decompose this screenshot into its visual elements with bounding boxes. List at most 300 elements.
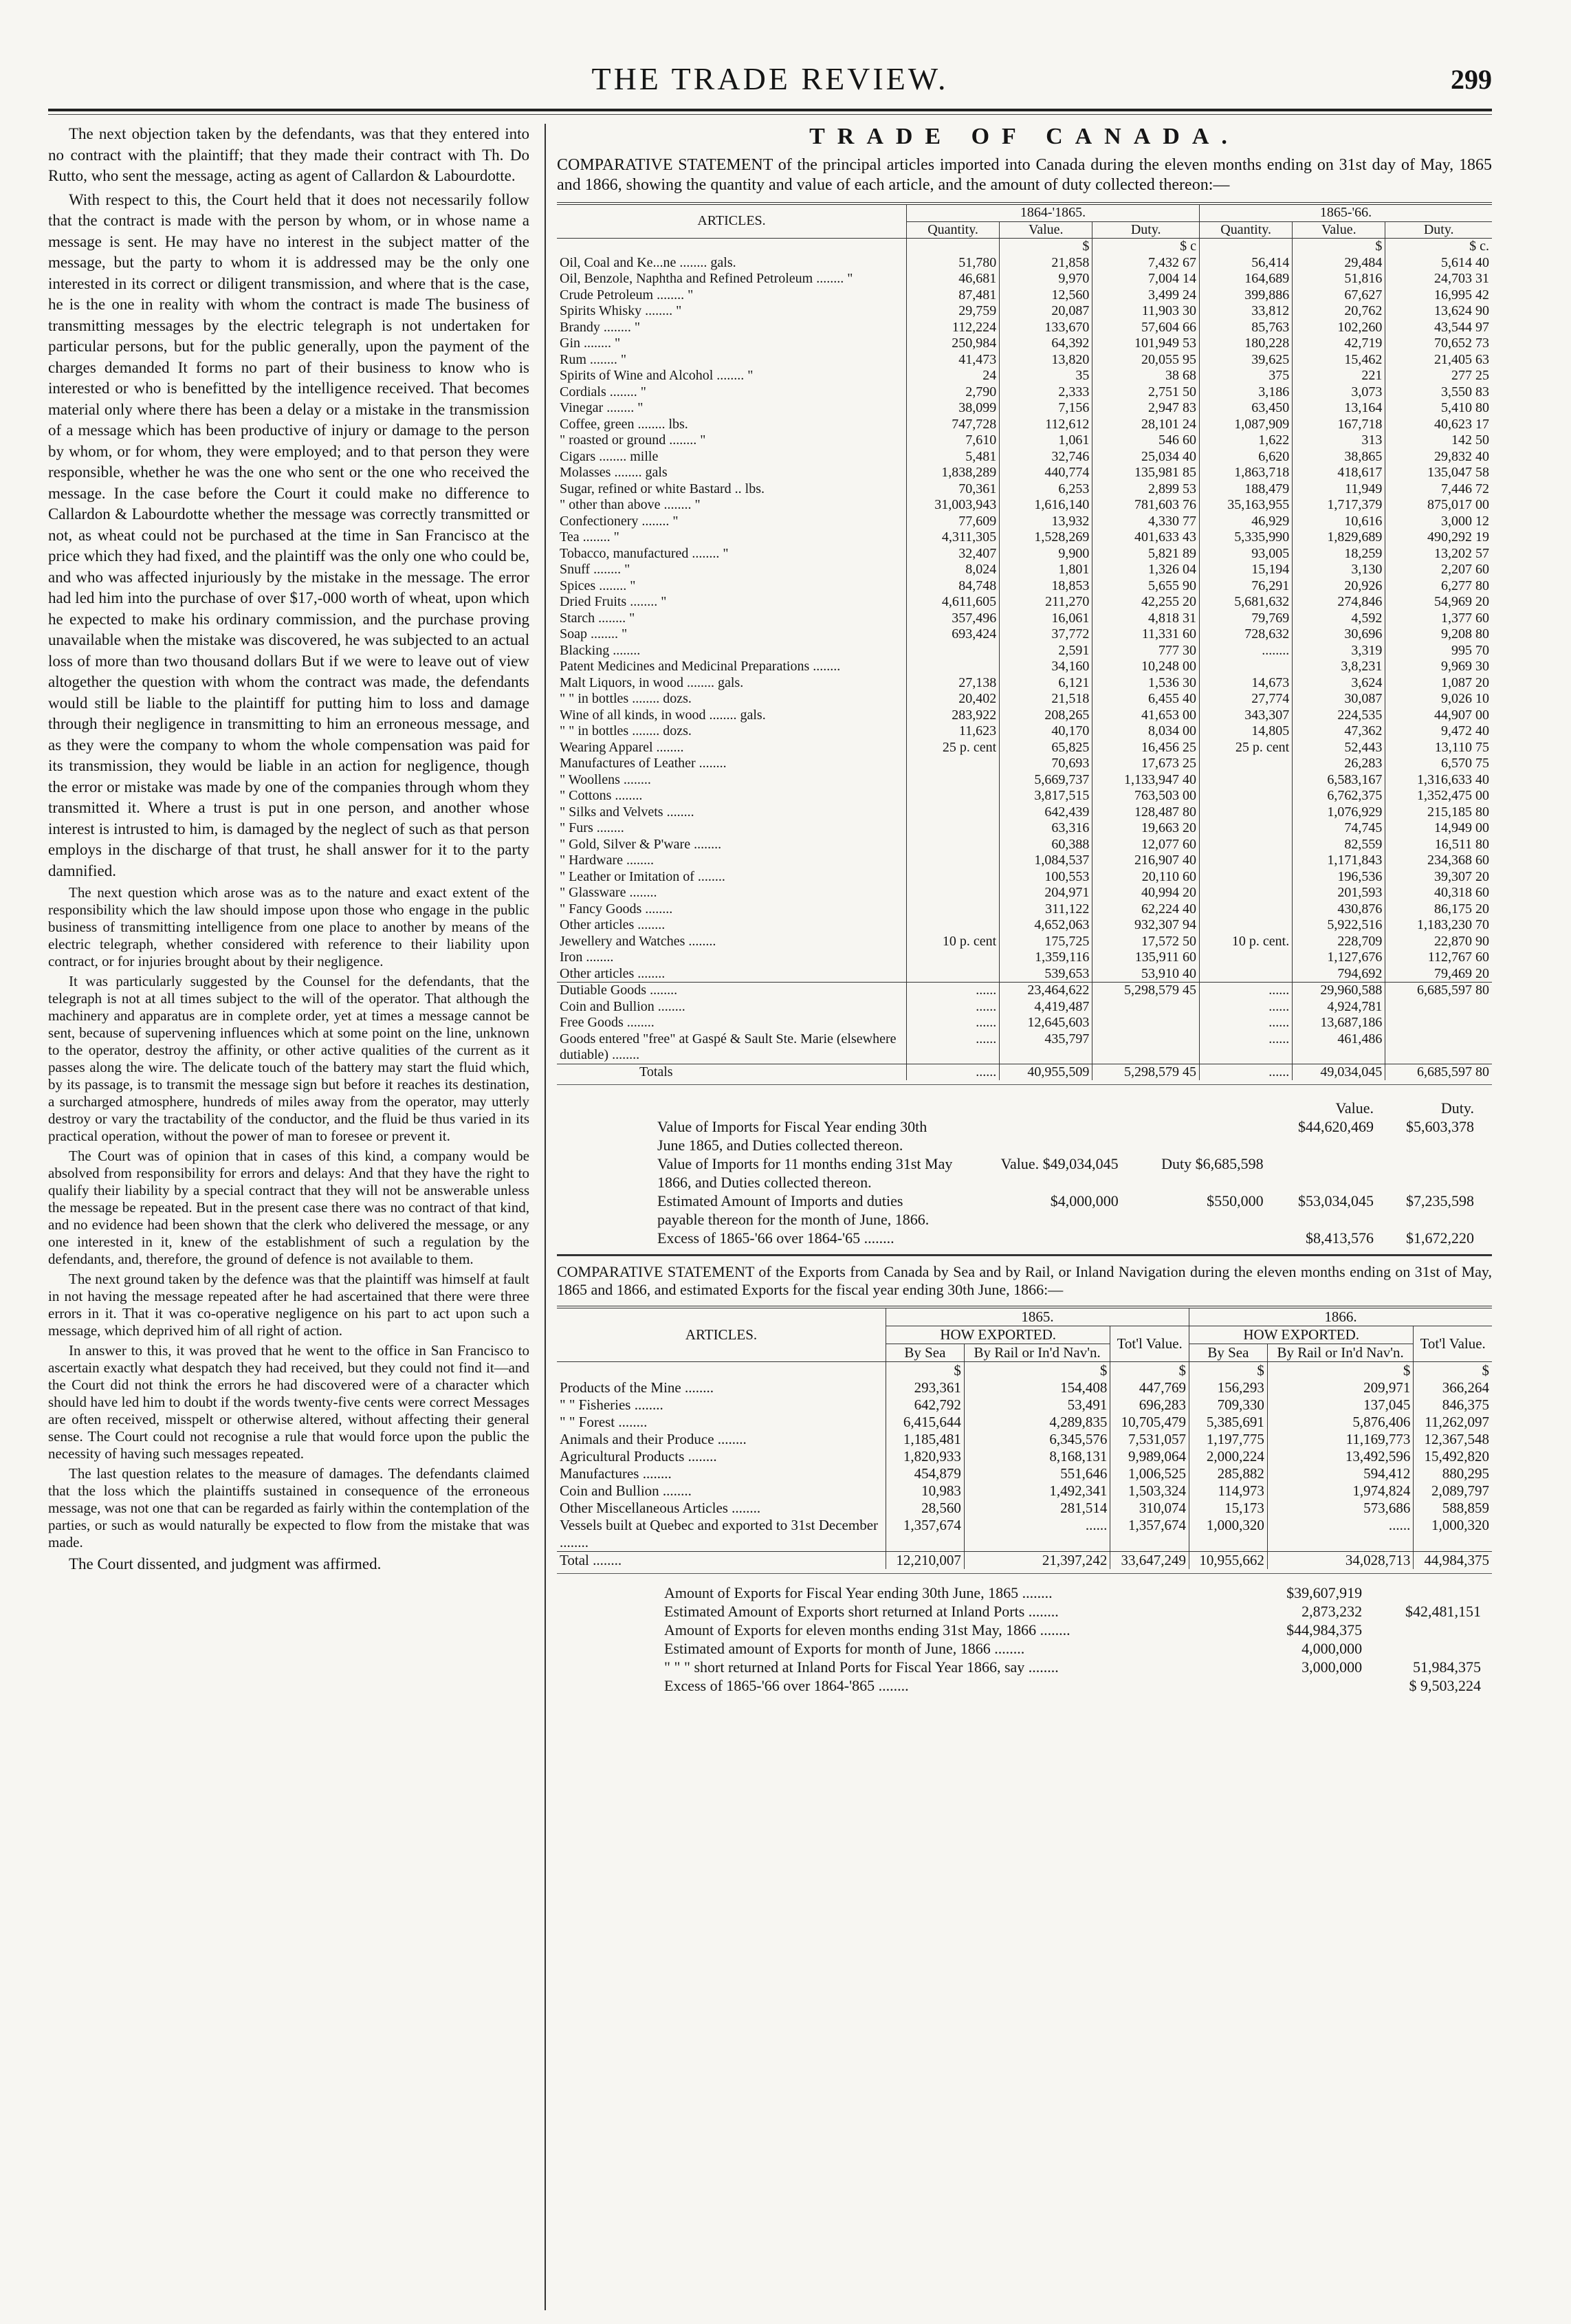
import-value: 6,620: [1200, 449, 1293, 465]
article-name: Iron ........: [560, 950, 614, 965]
import-value: 112,224: [907, 320, 1000, 336]
export-value: 8,168,131: [964, 1448, 1110, 1465]
import-value: 135,981 85: [1092, 465, 1200, 481]
paragraph: The next ground taken by the defence was that the plaintiff was himself at fault in not having the message repeated after he had ascertained that there were three errors in it. That it was co-operative negligence on his part to act upon such a message, which deprived him of all right of action.: [48, 1271, 529, 1339]
import-value: 642,439: [1000, 804, 1092, 821]
article-name: Spices ........ ": [560, 578, 636, 593]
export-value: 709,330: [1189, 1396, 1268, 1414]
import-value: [907, 950, 1000, 966]
export-value: 1,185,481: [886, 1431, 965, 1448]
import-value: 34,160: [1000, 659, 1092, 675]
import-value: 224,535: [1293, 708, 1385, 724]
article-name: Animals and their Produce ........: [560, 1431, 747, 1447]
export-value: 310,074: [1110, 1500, 1189, 1517]
import-value: 35,163,955: [1200, 497, 1293, 514]
import-value: 3,624: [1293, 675, 1385, 692]
import-value: 221: [1293, 368, 1385, 384]
import-value: 135,911 60: [1092, 950, 1200, 966]
import-value: [907, 772, 1000, 789]
import-row: [557, 562, 1492, 578]
export-value: 1,974,824: [1267, 1482, 1414, 1500]
import-value: 5,821 89: [1092, 546, 1200, 562]
by-sea-1: By Sea: [886, 1344, 965, 1362]
import-value: 42,255 20: [1092, 594, 1200, 611]
export-value: 1,000,320: [1189, 1517, 1268, 1552]
import-value: ......: [907, 1031, 1000, 1064]
import-value: 70,361: [907, 481, 1000, 498]
exports-summary: [660, 1583, 1485, 1695]
import-value: 11,903 30: [1092, 303, 1200, 320]
paragraph: The last question relates to the measure of damages. The defendants claimed that the loss which the plaintiffs sustained in consequence of the erroneous message, was not one that can be regarded as fairly within the contemplation of the parties, or such as would naturally be expected to flow from the mistake that was made.: [48, 1465, 529, 1550]
article-name: Gin ........ ": [560, 336, 621, 351]
import-value: [1200, 966, 1293, 983]
import-value: 435,797: [1000, 1031, 1092, 1064]
import-value: [1385, 999, 1492, 1016]
import-value: 2,947 83: [1092, 400, 1200, 417]
summary-value: 51,984,375: [1413, 1658, 1481, 1676]
period-2: 1865-'66.: [1200, 204, 1492, 221]
import-row: [557, 788, 1492, 804]
import-value: 1,863,718: [1200, 465, 1293, 481]
article-name: " Gold, Silver & P'ware ........: [560, 836, 722, 852]
export-value: ......: [1267, 1517, 1414, 1552]
export-value: 9,989,064: [1110, 1448, 1189, 1465]
summary-value: [957, 1117, 1123, 1154]
export-value: 28,560: [886, 1500, 965, 1517]
import-value: 311,122: [1000, 901, 1092, 918]
import-row: [557, 336, 1492, 352]
unit-cell: $: [886, 1362, 965, 1380]
total-value-2: Tot'l Value.: [1414, 1326, 1492, 1362]
import-row: [557, 901, 1492, 918]
summary-value: $1,672,220: [1406, 1229, 1474, 1247]
summary-label: Excess of 1865-'66 over 1864-'865 ........: [664, 1677, 909, 1694]
header-rule: [48, 109, 1492, 111]
import-row: [557, 271, 1492, 287]
summary-value: $44,984,375: [1286, 1621, 1363, 1638]
export-value: 6,345,576: [964, 1431, 1110, 1448]
import-value: 76,291: [1200, 578, 1293, 595]
export-value: 551,646: [964, 1465, 1110, 1482]
by-rail-1: By Rail or In'd Nav'n.: [964, 1344, 1110, 1362]
export-value: 156,293: [1189, 1379, 1268, 1396]
import-value: 4,592: [1293, 611, 1385, 627]
export-value: 10,983: [886, 1482, 965, 1500]
summary-label: Excess of 1865-'66 over 1864-'65 ........: [657, 1229, 894, 1247]
article-name: Rum ........ ": [560, 351, 627, 367]
import-row: [557, 659, 1492, 675]
import-value: [1092, 1031, 1200, 1064]
summary-value: $39,607,919: [1286, 1584, 1363, 1601]
import-value: 63,450: [1200, 400, 1293, 417]
total-value: 12,210,007: [886, 1552, 965, 1570]
import-value: 5,614 40: [1385, 255, 1492, 272]
export-value: 114,973: [1189, 1482, 1268, 1500]
import-value: 490,292 19: [1385, 529, 1492, 546]
dutiable-body: [557, 983, 1492, 1081]
import-value: [1200, 756, 1293, 772]
article-name: Vessels built at Quebec and exported to 31st December ........: [560, 1517, 879, 1550]
import-value: 204,971: [1000, 885, 1092, 901]
import-value: 1,061: [1000, 432, 1092, 449]
import-row: [557, 885, 1492, 901]
import-value: 5,681,632: [1200, 594, 1293, 611]
import-value: 167,718: [1293, 417, 1385, 433]
import-value: 357,496: [907, 611, 1000, 627]
import-value: [907, 756, 1000, 772]
summary-col-value: Value.: [1335, 1099, 1374, 1117]
import-value: 375: [1200, 368, 1293, 384]
export-row: [557, 1396, 1492, 1414]
imports-intro: COMPARATIVE STATEMENT of the principal articles imported into Canada during the eleven months ending on 31st day of May, 1865 and 1866, showing the quantity and value of each article, and the amount of duty collected thereon:—: [557, 156, 1492, 194]
import-value: 10,616: [1293, 514, 1385, 530]
import-value: 39,307 20: [1385, 869, 1492, 886]
import-value: 763,503 00: [1092, 788, 1200, 804]
unit-cell: $: [964, 1362, 1110, 1380]
import-row: [557, 675, 1492, 692]
import-value: 6,253: [1000, 481, 1092, 498]
import-value: 196,536: [1293, 869, 1385, 886]
import-value: 5,410 80: [1385, 400, 1492, 417]
import-value: 932,307 94: [1092, 917, 1200, 934]
import-value: 5,669,737: [1000, 772, 1092, 789]
import-row: [557, 740, 1492, 756]
import-value: 16,511 80: [1385, 837, 1492, 853]
import-value: ......: [1200, 1031, 1293, 1064]
col-value-2: Value.: [1293, 221, 1385, 239]
imports-body: [557, 239, 1492, 983]
import-value: 399,886: [1200, 287, 1293, 304]
import-value: 13,932: [1000, 514, 1092, 530]
exp-col-articles: ARTICLES.: [557, 1307, 886, 1362]
import-value: [1200, 869, 1293, 886]
article-name: Vinegar ........ ": [560, 400, 644, 415]
import-value: 1,536 30: [1092, 675, 1200, 692]
article-name: Dutiable Goods ........: [557, 983, 907, 999]
import-value: 5,481: [907, 449, 1000, 465]
import-value: 86,175 20: [1385, 901, 1492, 918]
import-value: 101,949 53: [1092, 336, 1200, 352]
article-name: Brandy ........ ": [560, 319, 641, 335]
import-value: 2,591: [1000, 643, 1092, 659]
publication-title: THE TRADE REVIEW.: [591, 61, 949, 96]
import-value: 11,331 60: [1092, 626, 1200, 643]
import-value: 6,570 75: [1385, 756, 1492, 772]
exports-summary-body: [660, 1583, 1485, 1695]
import-row: [557, 400, 1492, 417]
article-name: Oil, Benzole, Naphtha and Refined Petroleum ........ ": [560, 271, 853, 286]
import-value: 2,899 53: [1092, 481, 1200, 498]
import-value: 1,838,289: [907, 465, 1000, 481]
dutiable-row: [557, 1031, 1492, 1064]
export-value: 588,859: [1414, 1500, 1492, 1517]
import-value: 13,164: [1293, 400, 1385, 417]
import-value: 3,8,231: [1293, 659, 1385, 675]
import-value: 74,745: [1293, 820, 1385, 837]
import-value: 8,034 00: [1092, 723, 1200, 740]
export-value: 1,357,674: [1110, 1517, 1189, 1552]
import-value: 67,627: [1293, 287, 1385, 304]
import-value: 283,922: [907, 708, 1000, 724]
import-value: [1200, 853, 1293, 869]
import-value: 15,194: [1200, 562, 1293, 578]
import-value: 1,717,379: [1293, 497, 1385, 514]
import-value: 277 25: [1385, 368, 1492, 384]
import-value: 3,186: [1200, 384, 1293, 401]
import-value: 60,388: [1000, 837, 1092, 853]
import-row: [557, 320, 1492, 336]
export-value: 573,686: [1267, 1500, 1414, 1517]
import-value: 40,994 20: [1092, 885, 1200, 901]
import-value: ......: [1200, 999, 1293, 1016]
import-value: 20,402: [907, 691, 1000, 708]
summary-value: $8,413,576: [1306, 1229, 1374, 1247]
import-value: 1,076,929: [1293, 804, 1385, 821]
total-value: 34,028,713: [1267, 1552, 1414, 1570]
summary-value: $ 9,503,224: [1409, 1677, 1481, 1694]
summary-value: 4,000,000: [1301, 1640, 1363, 1657]
import-value: 208,265: [1000, 708, 1092, 724]
export-value: 285,882: [1189, 1465, 1268, 1482]
article-name: Cigars ........ mille: [560, 448, 659, 464]
article-name: " Glassware ........: [560, 885, 657, 900]
import-value: 79,469 20: [1385, 966, 1492, 983]
import-row: [557, 723, 1492, 740]
summary-value: $7,235,598: [1406, 1192, 1474, 1209]
import-row: [557, 384, 1492, 401]
article-name: Wearing Apparel ........: [560, 739, 684, 755]
summary-value: [1378, 1154, 1478, 1192]
export-value: 10,705,479: [1110, 1414, 1189, 1431]
export-value: 696,283: [1110, 1396, 1189, 1414]
summary-value: [1247, 1676, 1366, 1695]
import-value: 9,970: [1000, 271, 1092, 287]
import-row: [557, 546, 1492, 562]
article-name: " roasted or ground ........ ": [560, 432, 706, 448]
export-value: 2,000,224: [1189, 1448, 1268, 1465]
import-value: 461,486: [1293, 1031, 1385, 1064]
import-value: 7,446 72: [1385, 481, 1492, 498]
unit-cell: $: [1000, 239, 1092, 255]
totals-value: 40,955,509: [1000, 1064, 1092, 1080]
import-value: 3,499 24: [1092, 287, 1200, 304]
import-row: [557, 643, 1492, 659]
import-value: 2,207 60: [1385, 562, 1492, 578]
import-value: 9,026 10: [1385, 691, 1492, 708]
summary-label: " " " short returned at Inland Ports for Fiscal Year 1866, say ........: [664, 1658, 1059, 1676]
totals-value: 6,685,597 80: [1385, 1064, 1492, 1080]
totals-value: ......: [907, 1064, 1000, 1080]
import-value: 87,481: [907, 287, 1000, 304]
article-name: Blacking ........: [560, 642, 641, 658]
import-value: [907, 643, 1000, 659]
import-value: 180,228: [1200, 336, 1293, 352]
units-row: [557, 1362, 1492, 1380]
import-value: 10 p. cent.: [1200, 934, 1293, 950]
import-value: 18,259: [1293, 546, 1385, 562]
import-value: [907, 853, 1000, 869]
import-value: 47,362: [1293, 723, 1385, 740]
how-exported-2: HOW EXPORTED.: [1189, 1326, 1414, 1344]
export-value: 1,820,933: [886, 1448, 965, 1465]
article-name: Starch ........ ": [560, 610, 635, 626]
import-value: 31,003,943: [907, 497, 1000, 514]
import-value: [1092, 1015, 1200, 1031]
import-value: [1092, 999, 1200, 1016]
import-value: 1,171,843: [1293, 853, 1385, 869]
summary-value: 2,873,232: [1301, 1603, 1363, 1620]
import-value: 21,858: [1000, 255, 1092, 272]
import-row: [557, 772, 1492, 789]
import-value: 3,550 83: [1385, 384, 1492, 401]
article-name: Coffee, green ........ lbs.: [560, 416, 688, 432]
import-row: [557, 594, 1492, 611]
summary-value: $550,000: [1207, 1192, 1264, 1209]
exports-table: [557, 1306, 1492, 1569]
export-value: 454,879: [886, 1465, 965, 1482]
import-value: 5,335,990: [1200, 529, 1293, 546]
article-name: Sugar, refined or white Bastard .. lbs.: [560, 481, 765, 496]
import-value: 29,759: [907, 303, 1000, 320]
export-value: 2,089,797: [1414, 1482, 1492, 1500]
paragraph: The Court was of opinion that in cases of this kind, a company would be absolved from responsibility for errors and delays: And that they have the right to qualify their liability by a special contract that they will not be answerable unless the message be repeated. But in the present case there was no contract of that kind, and no evidence had been shown that the clerk who delivered the message, or any one interested in it, knew of the establishment of such a regulation by the defendants, and, therefore, the ground of defence is not available to them.: [48, 1148, 529, 1267]
import-value: 93,005: [1200, 546, 1293, 562]
article-name: Tea ........ ": [560, 529, 619, 545]
import-value: 12,560: [1000, 287, 1092, 304]
import-value: 1,127,676: [1293, 950, 1385, 966]
import-value: 13,110 75: [1385, 740, 1492, 756]
summary-row: [653, 1192, 1478, 1229]
unit-cell: $: [1110, 1362, 1189, 1380]
import-row: [557, 417, 1492, 433]
totals-row: [557, 1064, 1492, 1080]
article-name: Coin and Bullion ........: [560, 998, 685, 1014]
article-name: Confectionery ........ ": [560, 513, 679, 529]
import-value: 52,443: [1293, 740, 1385, 756]
import-value: 539,653: [1000, 966, 1092, 983]
summary-value: [957, 1229, 1123, 1247]
paragraph: The next question which arose was as to the nature and exact extent of the responsibility which the law should impose upon those who engage in the public business of transmitting intelligence from one place to another by means of the electric telegraph, whether considered with reference to their liability upon contract, or for injuries brought about by their negligence.: [48, 884, 529, 969]
import-value: [1385, 1015, 1492, 1031]
page-header: [48, 55, 1492, 110]
import-value: 22,870 90: [1385, 934, 1492, 950]
import-value: 313: [1293, 432, 1385, 449]
import-row: [557, 853, 1492, 869]
import-value: 693,424: [907, 626, 1000, 643]
col-duty-2: Duty.: [1385, 221, 1492, 239]
export-value: 11,262,097: [1414, 1414, 1492, 1431]
import-value: 440,774: [1000, 465, 1092, 481]
import-value: 1,326 04: [1092, 562, 1200, 578]
import-value: 6,121: [1000, 675, 1092, 692]
summary-value: [1123, 1229, 1268, 1247]
import-value: [907, 804, 1000, 821]
export-value: 15,492,820: [1414, 1448, 1492, 1465]
import-value: 70,652 73: [1385, 336, 1492, 352]
section-title: TRADE OF CANADA.: [809, 124, 1240, 149]
import-value: 6,277 80: [1385, 578, 1492, 595]
article-name: Goods entered "free" at Gaspé & Sault Ste. Marie (elsewhere dutiable) ........: [560, 1031, 897, 1062]
import-value: 6,455 40: [1092, 691, 1200, 708]
import-row: [557, 611, 1492, 627]
import-value: [907, 659, 1000, 675]
article-name: Free Goods ........: [560, 1015, 655, 1030]
import-value: 112,612: [1000, 417, 1092, 433]
import-value: 546 60: [1092, 432, 1200, 449]
import-value: 15,462: [1293, 352, 1385, 369]
export-value: 846,375: [1414, 1396, 1492, 1414]
import-row: [557, 287, 1492, 304]
import-value: ......: [907, 1015, 1000, 1031]
article-name: " " Fisheries ........: [560, 1396, 663, 1413]
summary-label: Amount of Exports for Fiscal Year ending 30th June, 1865 ........: [664, 1584, 1053, 1601]
import-value: 401,633 43: [1092, 529, 1200, 546]
export-value: 594,412: [1267, 1465, 1414, 1482]
import-value: [1200, 772, 1293, 789]
summary-value: [1366, 1583, 1485, 1602]
import-value: ......: [1200, 983, 1293, 999]
import-value: [907, 837, 1000, 853]
unit-cell: [907, 239, 1000, 255]
import-value: 430,876: [1293, 901, 1385, 918]
summary-row: [653, 1154, 1478, 1192]
by-rail-2: By Rail or In'd Nav'n.: [1267, 1344, 1414, 1362]
article-name: Tobacco, manufactured ........ ": [560, 545, 729, 561]
export-value: 366,264: [1414, 1379, 1492, 1396]
import-value: 1,622: [1200, 432, 1293, 449]
export-value: 1,000,320: [1414, 1517, 1492, 1552]
col-value: Value.: [1000, 221, 1092, 239]
summary-value: $5,603,378: [1406, 1118, 1474, 1135]
import-value: 2,333: [1000, 384, 1092, 401]
import-value: 4,924,781: [1293, 999, 1385, 1016]
import-value: 4,330 77: [1092, 514, 1200, 530]
import-value: 175,725: [1000, 934, 1092, 950]
import-value: 1,801: [1000, 562, 1092, 578]
import-value: [907, 788, 1000, 804]
article-name: " Woollens ........: [560, 771, 651, 787]
import-value: 20,087: [1000, 303, 1092, 320]
summary-value: $42,481,151: [1405, 1603, 1481, 1620]
import-value: 211,270: [1000, 594, 1092, 611]
article-name: Oil, Coal and Ke...ne ........ gals.: [560, 254, 736, 270]
import-value: 20,110 60: [1092, 869, 1200, 886]
import-value: 6,685,597 80: [1385, 983, 1492, 999]
right-column: [557, 124, 1492, 1695]
export-value: 5,876,406: [1267, 1414, 1414, 1431]
import-value: 18,853: [1000, 578, 1092, 595]
totals-value: 49,034,045: [1293, 1064, 1385, 1080]
import-value: 7,432 67: [1092, 255, 1200, 272]
import-value: 875,017 00: [1385, 497, 1492, 514]
paragraph: With respect to this, the Court held that it does not necessarily follow that the contract is made with the person by whom, or in whose name a message is sent. He may have no interest in the subject matter of the message, but the party to whom it is addressed may be the only one interested in its correct or diligent transmission, and where that is the case, he is the one in reality with whom the contract is made The business of transmitting messages by the electric telegraph is not undertaken for particular persons, but for the public generally, upon the payment of the charges demanded It forms no part of their business to know who is interested or who is benefitted by the intelligence received. That becomes material only where there has been a delay or a mistake in the transmission of a message which has been productive of injury or damage to the person by whom, or for whom, they were employed; and to that person they were responsible, whether he was the one who sent or the one who received the message. In the case before the Court it could make no difference to Callardon & Labourdotte whether the message was correctly transmitted or not, as wheat could not be purchased at the time in San Francisco at the price which they had fixed, and the plaintiff was the only one who could be, and who was affected injuriously by the mistake in the message. The error had led him into the purchase of over $17,-000 worth of wheat, upon which he expected to make his ordinary commission, and the purchase proving unavailable when the mistake was discovered, he was subjected to an actual loss of more than two thousand dollars But if we were to leave out of view altogether the question with whom the contract was made, the defendants would still be liable to the plaintiff for putting him to loss and damage through their negligence in transmitting to him an erroneous message, and as they were the company to whom the whole compensation was paid for its transmission, they would be liable in an action for negligence, though the error or mistake was made by one of the companies through whom they transmitted it. Where a trust is put in one person, and another whose interest is intrusted to him, is damaged by the neglect of such as that person employs in the discharge of that trust, he shall answer for it to the party damnified.: [48, 190, 529, 879]
import-row: [557, 514, 1492, 530]
summary-value: 3,000,000: [1301, 1658, 1363, 1676]
import-value: [1200, 820, 1293, 837]
import-value: 20,926: [1293, 578, 1385, 595]
import-value: 8,024: [907, 562, 1000, 578]
import-value: 53,910 40: [1092, 966, 1200, 983]
export-value: 1,503,324: [1110, 1482, 1189, 1500]
import-value: 29,484: [1293, 255, 1385, 272]
total-value: 21,397,242: [964, 1552, 1110, 1570]
import-value: 77,609: [907, 514, 1000, 530]
unit-cell: [557, 239, 907, 255]
paragraph: The Court dissented, and judgment was affirmed.: [69, 1555, 382, 1572]
summary-body: [653, 1117, 1478, 1247]
summary-label: Amount of Exports for eleven months ending 31st May, 1866 ........: [664, 1621, 1070, 1638]
summary-value: $44,620,469: [1298, 1118, 1374, 1135]
